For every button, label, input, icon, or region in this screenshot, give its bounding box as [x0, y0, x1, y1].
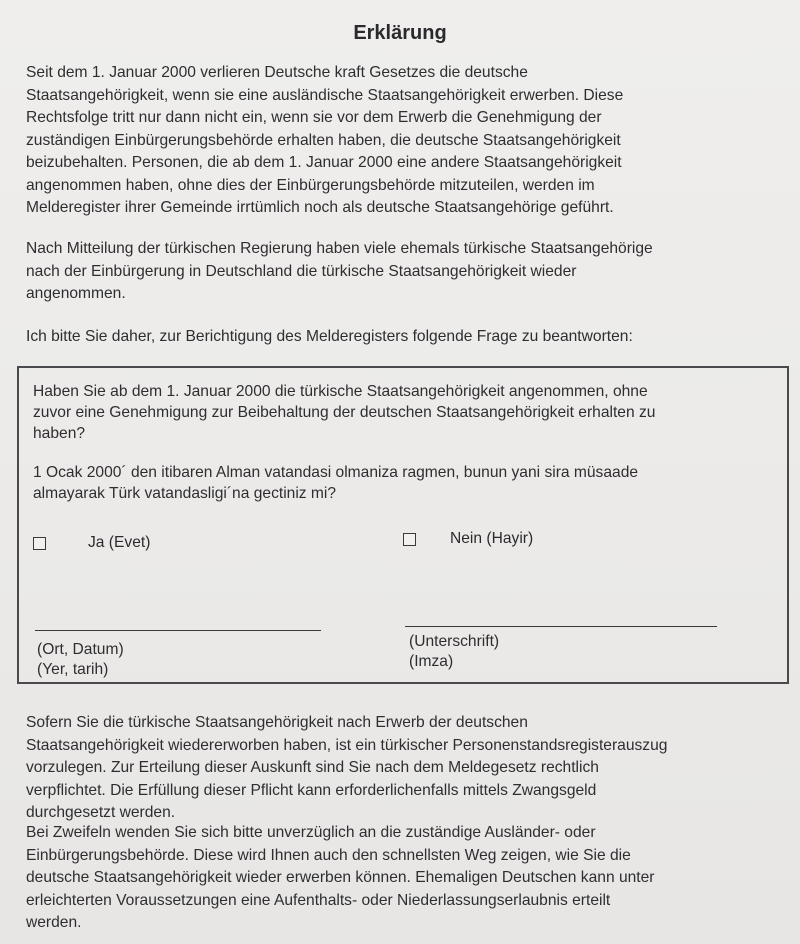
place-date-line[interactable] — [35, 630, 321, 631]
text-line: haben? — [33, 425, 86, 442]
text-line: Haben Sie ab dem 1. Januar 2000 die türkische Staatsangehörigkeit angenommen, ohne — [33, 383, 648, 400]
option-no — [403, 530, 533, 548]
text-line: Staatsangehörigkeit, wenn sie eine ausländische Staatsangehörigkeit erwerben. Diese — [26, 86, 624, 104]
text-line: Ich bitte Sie daher, zur Berichtigung des Melderegisters folgende Frage zu beantworten: — [26, 328, 633, 345]
option-yes-label: Ja (Evet) — [88, 534, 151, 551]
option-no-label: Nein (Hayir) — [450, 530, 534, 547]
text-line: erleichterten Voraussetzungen eine Aufenthalts- oder Niederlassungserlaubnis erteilt — [26, 891, 611, 909]
text-line: (Imza) — [409, 653, 454, 670]
no-checkbox[interactable] — [403, 533, 416, 546]
text-line: zuvor eine Genehmigung zur Beibehaltung der deutschen Staatsangehörigkeit erhalten zu — [33, 404, 656, 421]
text-line: (Unterschrift) — [409, 633, 500, 650]
intro-paragraph-1 — [26, 62, 778, 220]
text-line: Einbürgerungsbehörde. Diese wird Ihnen auch den schnellsten Weg zeigen, wie Sie die — [26, 846, 631, 864]
question-turkish — [33, 462, 773, 504]
text-line: angenommen. — [26, 285, 126, 302]
text-line: (Ort, Datum) — [37, 641, 124, 658]
text-line: werden. — [26, 914, 82, 931]
signature-label — [409, 632, 499, 672]
text-line: almayarak Türk vatandasligi´na gectiniz mi? — [33, 485, 337, 502]
text-line: Seit dem 1. Januar 2000 verlieren Deutsche kraft Gesetzes die deutsche — [26, 64, 528, 81]
closing-paragraph-1 — [26, 712, 778, 825]
text-line: nach der Einbürgerung in Deutschland die türkische Staatsangehörigkeit wieder — [26, 262, 577, 280]
text-line: Bei Zweifeln wenden Sie sich bitte unverzüglich an die zuständige Ausländer- oder — [26, 824, 596, 841]
intro-paragraph-3 — [26, 326, 778, 349]
text-line: deutsche Staatsangehörigkeit wieder erwerben können. Ehemaligen Deutschen kann unter — [26, 869, 655, 886]
signature-line[interactable] — [405, 626, 717, 627]
text-line: 1 Ocak 2000´ den itibaren Alman vatandasi olmaniza ragmen, bunun yani sira müsaade — [33, 464, 639, 481]
option-yes — [33, 534, 150, 552]
text-line: durchgesetzt werden. — [26, 804, 176, 821]
text-line: Sofern Sie die türkische Staatsangehörigkeit nach Erwerb der deutschen — [26, 714, 528, 731]
intro-paragraph-2 — [26, 238, 778, 306]
text-line: vorzulegen. Zur Erteilung dieser Auskunft sind Sie nach dem Meldegesetz rechtlich — [26, 759, 599, 776]
place-date-label — [37, 640, 124, 680]
text-line: (Yer, tarih) — [37, 661, 109, 678]
text-line: Melderegister ihrer Gemeinde irrtümlich noch als deutsche Staatsangehörige geführt. — [26, 199, 614, 216]
document-title: Erklärung — [353, 22, 447, 44]
text-line: Rechtsfolge tritt nur dann nicht ein, wenn sie vor dem Erwerb die Genehmigung der — [26, 109, 602, 126]
question-box — [17, 366, 789, 684]
text-line: beizubehalten. Personen, die ab dem 1. Januar 2000 eine andere Staatsangehörigkeit — [26, 154, 622, 171]
yes-checkbox[interactable] — [33, 537, 46, 550]
question-german — [33, 381, 773, 444]
closing-paragraph-2 — [26, 822, 778, 935]
text-line: Nach Mitteilung der türkischen Regierung haben viele ehemals türkische Staatsangehörige — [26, 240, 653, 257]
text-line: verpflichtet. Die Erfüllung dieser Pflicht kann erforderlichenfalls mittels Zwangsgeld — [26, 781, 597, 799]
text-line: Staatsangehörigkeit wiedererworben haben, ist ein türkischer Personenstandsregisterauszug — [26, 736, 668, 754]
text-line: zuständigen Einbürgerungsbehörde erhalten haben, die deutsche Staatsangehörigkeit — [26, 131, 621, 149]
text-line: angenommen haben, ohne dies der Einbürgerungsbehörde mitzuteilen, werden im — [26, 176, 595, 194]
